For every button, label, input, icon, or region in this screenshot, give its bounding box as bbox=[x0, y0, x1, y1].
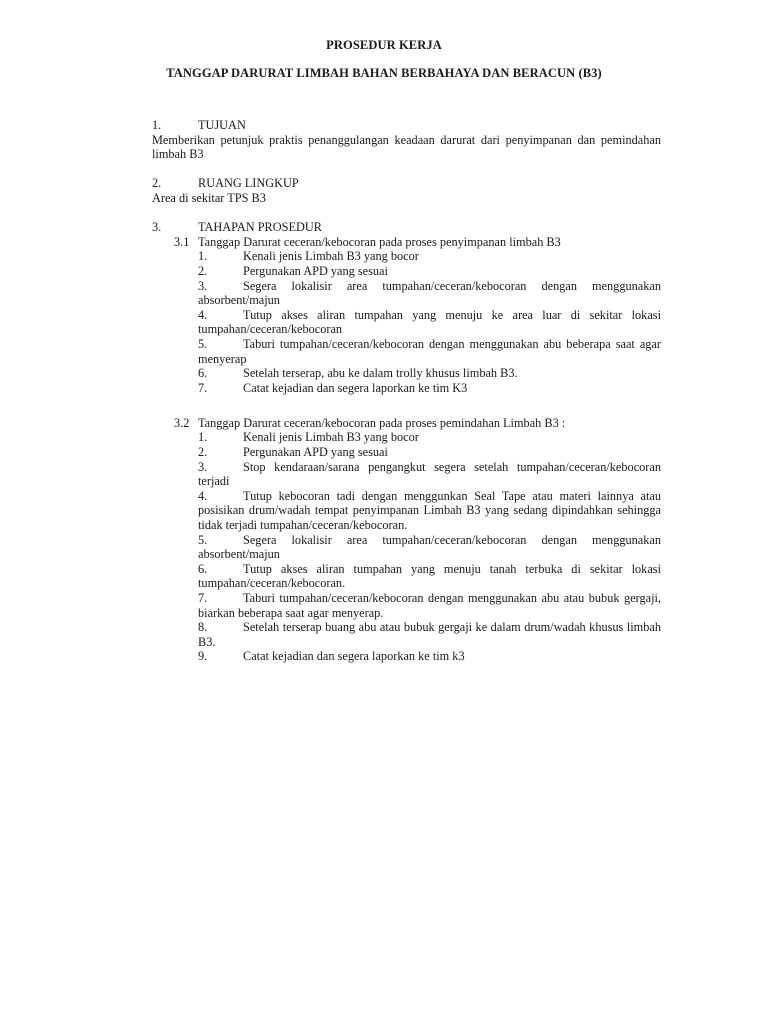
item-text: Pergunakan APD yang sesuai bbox=[243, 445, 388, 460]
item-number: 4. bbox=[198, 307, 208, 322]
item-text: Segera lokalisir area tumpahan/ceceran/kebocoran dengan menggunakan absorbent/majun bbox=[198, 532, 661, 562]
list-item bbox=[198, 445, 661, 460]
procedure-list-3-1 bbox=[198, 249, 661, 395]
item-text: Segera lokalisir area tumpahan/ceceran/kebocoran dengan menggunakan absorbent/majun bbox=[198, 278, 661, 308]
subsection-number: 3.1 bbox=[174, 234, 190, 249]
section-heading-ruang-lingkup bbox=[152, 176, 661, 191]
item-text: Pergunakan APD yang sesuai bbox=[243, 263, 388, 278]
item-text: Catat kejadian dan segera laporkan ke tim K3 bbox=[243, 380, 468, 395]
subsection-title: Tanggap Darurat ceceran/kebocoran pada proses pemindahan Limbah B3 : bbox=[198, 415, 566, 430]
item-number: 7. bbox=[198, 591, 208, 605]
list-item bbox=[198, 562, 661, 591]
list-item bbox=[198, 460, 661, 489]
section-heading-tahapan-prosedur bbox=[152, 220, 661, 235]
item-number: 8. bbox=[198, 620, 208, 635]
section-title: TUJUAN bbox=[198, 118, 246, 132]
section-text: Area di sekitar TPS B3 bbox=[152, 190, 266, 205]
section-number: 3. bbox=[152, 220, 162, 235]
item-text: Setelah terserap buang abu atau bubuk gergaji ke dalam drum/wadah khusus limbah B3. bbox=[198, 620, 661, 649]
list-item bbox=[198, 620, 661, 649]
list-item bbox=[198, 381, 661, 396]
section-title: TAHAPAN PROSEDUR bbox=[198, 220, 322, 235]
subsection-heading-3-1 bbox=[174, 235, 661, 250]
section-heading-tujuan bbox=[152, 118, 661, 133]
document-body bbox=[152, 118, 661, 664]
item-text: Kenali jenis Limbah B3 yang bocor bbox=[243, 430, 419, 445]
item-number: 2. bbox=[198, 263, 208, 278]
item-text: Tutup akses aliran tumpahan yang menuju ke area luar di sekitar lokasi tumpahan/ceceran/kebocoran bbox=[198, 307, 661, 337]
item-number: 1. bbox=[198, 430, 208, 445]
item-number: 6. bbox=[198, 366, 208, 381]
list-item bbox=[198, 308, 661, 337]
subsection-title: Tanggap Darurat ceceran/kebocoran pada proses penyimpanan limbah B3 bbox=[198, 234, 561, 249]
list-item bbox=[198, 430, 661, 445]
document-subtitle: TANGGAP DARURAT LIMBAH BAHAN BERBAHAYA DAN BERACUN (B3) bbox=[166, 66, 602, 80]
item-text: Tutup kebocoran tadi dengan menggunkan Seal Tape atau materi lainnya atau posisikan drum/wadah tempat penyimpanan Limbah B3 yang sedang dipindahkan sehingga tidak terjadi tumpahan/ceceran/kebocoran. bbox=[198, 488, 661, 533]
section-number: 2. bbox=[152, 176, 162, 191]
item-text: Taburi tumpahan/ceceran/kebocoran dengan menggunakan abu beberapa saat agar menyerap bbox=[198, 336, 661, 366]
list-item bbox=[198, 366, 661, 381]
list-item bbox=[198, 591, 661, 620]
list-item bbox=[198, 279, 661, 308]
item-text: Tutup akses aliran tumpahan yang menuju tanah terbuka di sekitar lokasi tumpahan/ceceran/kebocoran. bbox=[198, 561, 661, 591]
item-number: 5. bbox=[198, 336, 208, 351]
item-number: 4. bbox=[198, 488, 208, 503]
subsection-number: 3.2 bbox=[174, 415, 190, 430]
item-number: 5. bbox=[198, 532, 208, 547]
section-number: 1. bbox=[152, 118, 162, 132]
procedure-list-3-2 bbox=[198, 430, 661, 664]
document-title: PROSEDUR KERJA bbox=[326, 38, 442, 52]
item-text: Setelah terserap, abu ke dalam trolly khusus limbah B3. bbox=[243, 366, 518, 381]
list-item bbox=[198, 649, 661, 664]
item-number: 6. bbox=[198, 561, 208, 576]
item-number: 2. bbox=[198, 445, 208, 460]
item-number: 3. bbox=[198, 278, 208, 293]
item-text: Catat kejadian dan segera laporkan ke tim k3 bbox=[243, 649, 465, 664]
section-text: Memberikan petunjuk praktis penanggulangan keadaan darurat dari penyimpanan dan pemindahan limbah B3 bbox=[152, 132, 661, 162]
list-item bbox=[198, 249, 661, 264]
list-item bbox=[198, 533, 661, 562]
item-number: 9. bbox=[198, 649, 208, 664]
list-item bbox=[198, 337, 661, 366]
list-item bbox=[198, 264, 661, 279]
item-text: Kenali jenis Limbah B3 yang bocor bbox=[243, 249, 419, 264]
item-number: 7. bbox=[198, 380, 208, 395]
item-text: Stop kendaraan/sarana pengangkut segera setelah tumpahan/ceceran/kebocoran terjadi bbox=[198, 459, 661, 489]
list-item bbox=[198, 489, 661, 533]
item-number: 3. bbox=[198, 459, 208, 474]
section-title: RUANG LINGKUP bbox=[198, 176, 299, 191]
item-number: 1. bbox=[198, 249, 208, 264]
item-text: Taburi tumpahan/ceceran/kebocoran dengan menggunakan abu atau bubuk gergaji, biarkan beberapa saat agar menyerap. bbox=[198, 591, 661, 620]
subsection-heading-3-2 bbox=[174, 416, 661, 431]
